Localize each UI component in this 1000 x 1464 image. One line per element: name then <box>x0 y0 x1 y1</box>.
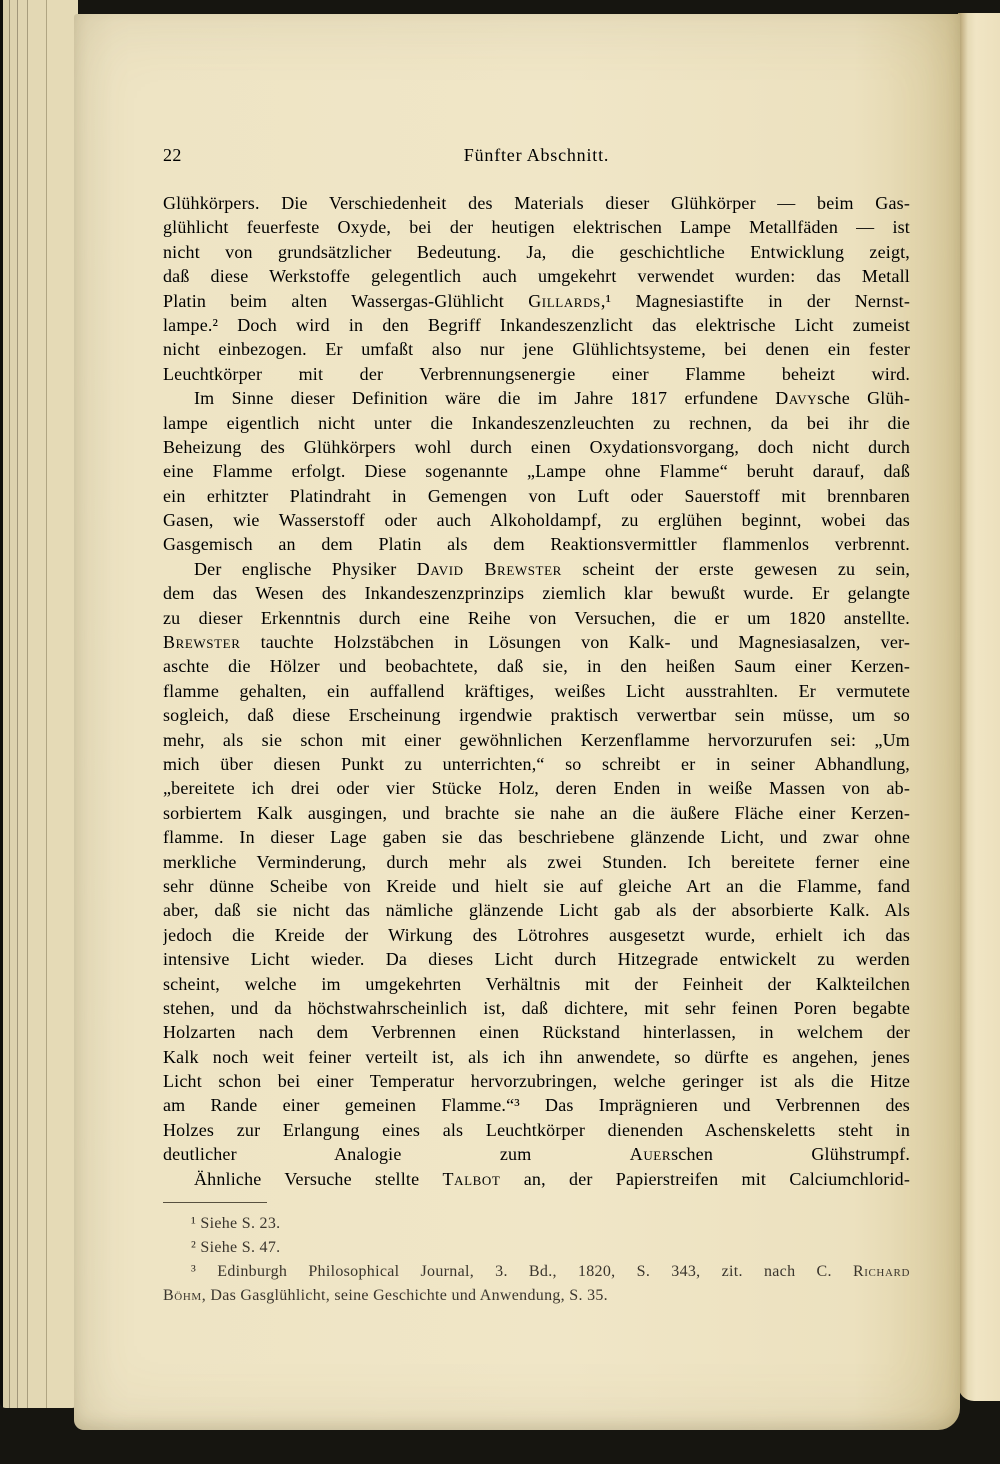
small-caps-name: Richard <box>852 1263 910 1280</box>
text-line: „bereitete ich drei oder vier Stücke Holz, deren Enden in weiße Massen von ab- <box>163 778 910 799</box>
text-line: Gasgemisch an dem Platin als dem Reaktionsvermittler flammenlos verbrennt. <box>163 534 910 555</box>
footnote-line: Böhm, Das Gasglühlicht, seine Geschichte und Anwendung, S. 35. <box>163 1287 608 1304</box>
text-line: lampe.² Doch wird in den Begriff Inkandeszenzlicht das elektrische Licht zumeist <box>163 314 910 335</box>
text-line: flamme gehalten, ein auffallend kräftiges, weißes Licht ausstrahlten. Er vermutete <box>163 680 910 701</box>
text-line: nicht von grundsätzlicher Bedeutung. Ja, die geschichtliche Entwicklung zeigt, <box>163 241 910 262</box>
text-line: aschte die Hölzer und beobachtete, daß sie, in den heißen Saum einer Kerzen- <box>163 656 910 677</box>
text-line: glühlicht feuerfeste Oxyde, bei der heutigen elektrischen Lampe Metallfäden — ist <box>163 217 910 238</box>
text-line: Glühkörpers. Die Verschiedenheit des Materials dieser Glühkörper — beim Gas- <box>163 193 910 213</box>
text-line: deutlicher Analogie zum Auerschen Glühstrumpf. <box>163 1144 910 1165</box>
small-caps-name: Davy <box>775 388 818 409</box>
text-line: stehen, und da höchstwahrscheinlich ist, daß dichtere, mit sehr feinen Poren begabte <box>163 997 910 1018</box>
text-line: zu dieser Erkenntnis durch eine Reihe von Versuchen, die er um 1820 anstellte. <box>163 607 910 628</box>
footnote-line: ¹ Siehe S. 23. <box>191 1215 281 1232</box>
body-text <box>163 191 910 1191</box>
footnote-separator <box>163 1202 267 1203</box>
text-line: eine Flamme erfolgt. Diese sogenannte „Lampe ohne Flamme“ beruht darauf, daß <box>163 461 910 482</box>
text-line: scheint, welche im umgekehrten Verhältnis mit der Feinheit der Kalkteilchen <box>163 973 910 994</box>
footnotes <box>163 1212 910 1308</box>
text-line: sogleich, daß diese Erscheinung irgendwie praktisch verwertbar sein müsse, um so <box>163 705 910 726</box>
footnote-line: ² Siehe S. 47. <box>191 1239 281 1256</box>
small-caps-name: Auer <box>629 1144 672 1165</box>
text-line: Licht schon bei einer Temperatur hervorzubringen, welche geringer ist als die Hitze <box>163 1071 910 1092</box>
text-line: Holzes zur Erlangung eines als Leuchtkörper dienenden Aschenskeletts steht in <box>163 1119 910 1140</box>
text-line: Gasen, wie Wasserstoff oder auch Alkoholdampf, zu erglühen beginnt, wobei das <box>163 510 910 531</box>
text-line: Leuchtkörper mit der Verbrennungsenergie einer Flamme beheizt wird. <box>163 363 910 384</box>
footnote-line: ³ Edinburgh Philosophical Journal, 3. Bd., 1820, S. 343, zit. nach C. Richard <box>191 1263 910 1280</box>
text-line: sorbiertem Kalk ausgingen, und brachte sie nahe an die äußere Fläche einer Kerzen- <box>163 802 910 823</box>
page-edge-stack <box>0 0 78 1408</box>
text-line: daß diese Werkstoffe gelegentlich auch umgekehrt verwendet wurden: das Metall <box>163 266 910 287</box>
small-caps-name: David Brewster <box>416 558 562 579</box>
book-page <box>74 14 960 1430</box>
text-line: merkliche Verminderung, durch mehr als zwei Stunden. Ich bereitete ferner eine <box>163 851 910 872</box>
running-title: Fünfter Abschnitt. <box>463 145 610 165</box>
text-line: Holzarten nach dem Verbrennen einen Rückstand hinterlassen, in welchem der <box>163 1022 910 1043</box>
text-line: jedoch die Kreide der Wirkung des Lötrohres ausgesetzt wurde, erhielt ich das <box>163 924 910 945</box>
small-caps-name: Brewster <box>163 632 241 653</box>
text-line: Beheizung des Glühkörpers wohl durch einen Oxydationsvorgang, doch nicht durch <box>163 436 910 457</box>
small-caps-name: Böhm <box>163 1287 202 1304</box>
adjacent-page <box>958 13 1000 1401</box>
small-caps-name: Talbot <box>442 1168 501 1189</box>
text-line: lampe eigentlich nicht unter die Inkandeszenzleuchten zu rechnen, da bei ihr die <box>163 412 910 433</box>
text-line: dem das Wesen des Inkandeszenzprinzips ziemlich klar bewußt wurde. Er gelangte <box>163 583 910 604</box>
text-line: mich über diesen Punkt zu unterrichten,“ so schreibt er in seiner Abhandlung, <box>163 753 910 774</box>
text-line: Im Sinne dieser Definition wäre die im Jahre 1817 erfundene Davysche Glüh- <box>194 388 910 409</box>
text-line: am Rande einer gemeinen Flamme.“³ Das Imprägnieren und Verbrennen des <box>163 1095 910 1116</box>
text-line: aber, daß sie nicht das nämliche glänzende Licht gab als der absorbierte Kalk. Als <box>163 900 910 921</box>
text-line: ein erhitzter Platindraht in Gemengen von Luft oder Sauerstoff mit brennbaren <box>163 485 910 506</box>
text-line: Kalk noch weit feiner verteilt ist, als ich ihn anwendete, so dürfte es angehen, jenes <box>163 1046 910 1067</box>
text-line: Ähnliche Versuche stellte Talbot an, der Papierstreifen mit Calciumchlorid- <box>194 1168 910 1189</box>
text-line: Platin beim alten Wassergas-Glühlicht Gillards,¹ Magnesiastifte in der Nernst- <box>163 290 910 311</box>
text-line: sehr dünne Scheibe von Kreide und hielt sie auf gleiche Art an die Flamme, fand <box>163 875 910 896</box>
text-line: flamme. In dieser Lage gaben sie das beschriebene glänzende Licht, und zwar ohne <box>163 827 910 848</box>
page-header <box>163 145 910 169</box>
small-caps-name: Gillards <box>528 290 601 311</box>
text-line: Brewster tauchte Holzstäbchen in Lösungen von Kalk- und Magnesiasalzen, ver- <box>163 632 910 653</box>
text-line: Der englische Physiker David Brewster scheint der erste gewesen zu sein, <box>194 558 910 579</box>
text-line: mehr, als sie schon mit einer gewöhnlichen Kerzenflamme hervorzurufen sei: „Um <box>163 729 910 750</box>
text-line: nicht einbezogen. Er umfaßt also nur jene Glühlichtsysteme, bei denen ein fester <box>163 339 910 360</box>
page-number: 22 <box>163 145 182 165</box>
text-line: intensive Licht wieder. Da dieses Licht durch Hitzegrade entwickelt zu werden <box>163 949 910 970</box>
